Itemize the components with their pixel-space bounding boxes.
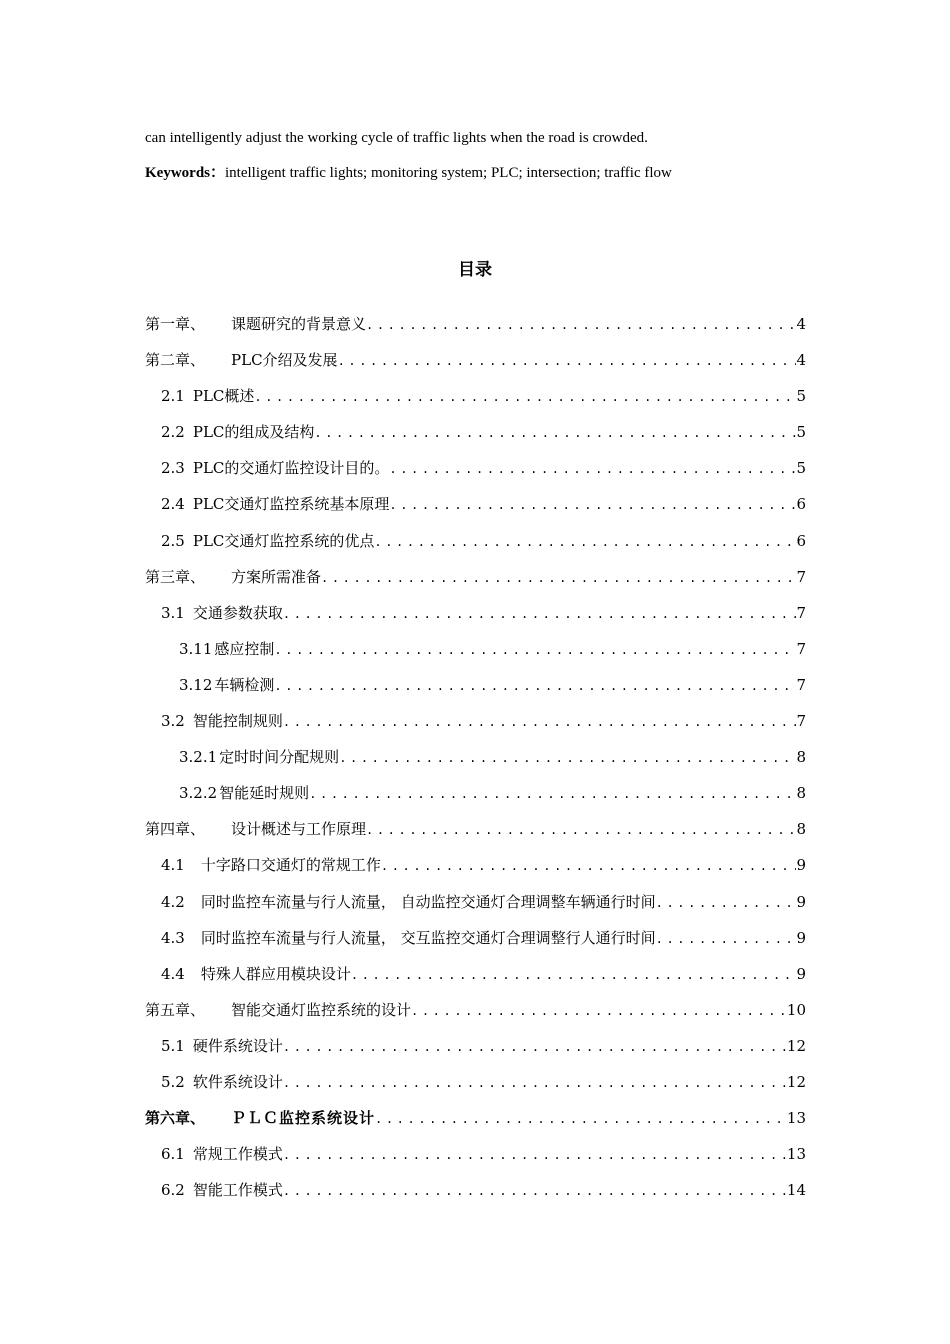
- toc-entry-chapter-2[interactable]: [145, 348, 806, 384]
- toc-entry-page: 5: [796, 423, 806, 442]
- toc-entry-number: 3.11: [179, 639, 213, 658]
- toc-dot-leader: [389, 457, 796, 481]
- toc-entry-chapter-5[interactable]: [145, 998, 806, 1034]
- toc-entry-title: 智能交通灯监控系统的设计: [231, 1000, 412, 1019]
- toc-entry-2-3[interactable]: [145, 456, 806, 492]
- toc-dot-leader: [283, 1071, 787, 1095]
- toc-entry-title: 智能控制规则: [192, 712, 283, 731]
- toc-entry-4-3[interactable]: [145, 926, 806, 962]
- toc-entry-title: 设计概述与工作原理: [231, 820, 367, 839]
- toc-dot-leader: [283, 1179, 787, 1203]
- toc-entry-title: 常规工作模式: [192, 1145, 283, 1164]
- toc-dot-leader: [274, 638, 796, 662]
- toc-entry-page: 5: [796, 459, 806, 478]
- toc-entry-title: 软件系统设计: [192, 1072, 283, 1091]
- toc-dot-leader: [374, 530, 796, 554]
- toc-entry-6-2[interactable]: [145, 1178, 806, 1214]
- toc-dot-leader: [283, 1143, 787, 1167]
- toc-entry-3-11[interactable]: [145, 637, 806, 673]
- toc-entry-2-5[interactable]: [145, 529, 806, 565]
- toc-dot-leader: [283, 602, 797, 626]
- keywords-line: [145, 163, 672, 183]
- toc-entry-page: 8: [796, 820, 806, 839]
- toc-entry-page: 7: [796, 712, 806, 731]
- toc-entry-number: 4.2: [161, 892, 185, 911]
- toc-entry-title: 定时时间分配规则: [219, 748, 340, 767]
- toc-entry-page: 13: [786, 1145, 806, 1164]
- toc-entry-5-1[interactable]: [145, 1034, 806, 1070]
- toc-dot-leader: [389, 493, 796, 517]
- toc-entry-5-2[interactable]: [145, 1070, 806, 1106]
- toc-entry-title: 同时监控车流量与行人流量， 交互监控交通灯合理调整行人通行时间: [200, 928, 656, 947]
- toc-entry-page: 6: [796, 495, 806, 514]
- toc-entry-page: 7: [796, 639, 806, 658]
- toc-dot-leader: [339, 746, 796, 770]
- toc-entry-number: 2.1: [161, 387, 185, 406]
- table-of-contents: [145, 312, 806, 1214]
- toc-entry-4-4[interactable]: [145, 962, 806, 998]
- toc-entry-page: 12: [786, 1072, 806, 1091]
- toc-entry-chapter-6[interactable]: [145, 1106, 806, 1142]
- toc-entry-number: 2.5: [161, 531, 185, 550]
- toc-entry-page: 9: [796, 856, 806, 875]
- toc-title: 目录: [458, 260, 492, 280]
- toc-dot-leader: [366, 313, 796, 337]
- toc-entry-page: 7: [796, 675, 806, 694]
- toc-dot-leader: [366, 818, 796, 842]
- toc-entry-page: 4: [796, 351, 806, 370]
- keywords-label: Keywords：: [145, 165, 225, 181]
- toc-dot-leader: [381, 854, 797, 878]
- toc-entry-page: 7: [796, 603, 806, 622]
- toc-entry-number: 6.2: [161, 1181, 185, 1200]
- toc-entry-number: 4.1: [161, 856, 185, 875]
- toc-entry-title: 方案所需准备: [231, 567, 322, 586]
- toc-entry-number: 第三章、: [145, 567, 206, 586]
- toc-entry-title: 智能工作模式: [192, 1181, 283, 1200]
- toc-entry-page: 8: [796, 748, 806, 767]
- toc-dot-leader: [321, 566, 796, 590]
- toc-entry-number: 5.1: [161, 1036, 185, 1055]
- toc-entry-2-2[interactable]: [145, 420, 806, 456]
- toc-entry-title: PLC的组成及结构: [192, 423, 315, 442]
- toc-entry-3-12[interactable]: [145, 673, 806, 709]
- toc-entry-page: 6: [796, 531, 806, 550]
- toc-entry-title: 特殊人群应用模块设计: [200, 964, 351, 983]
- toc-entry-title: PLC交通灯监控系统的优点: [192, 531, 375, 550]
- toc-entry-number: 2.4: [161, 495, 185, 514]
- toc-entry-number: 4.4: [161, 964, 185, 983]
- toc-entry-chapter-4[interactable]: [145, 817, 806, 853]
- toc-dot-leader: [283, 1035, 787, 1059]
- toc-entry-title: 同时监控车流量与行人流量， 自动监控交通灯合理调整车辆通行时间: [200, 892, 656, 911]
- toc-entry-title: ＰＬＣ监控系统设计: [231, 1109, 376, 1128]
- toc-dot-leader: [351, 963, 797, 987]
- toc-entry-6-1[interactable]: [145, 1142, 806, 1178]
- toc-entry-4-2[interactable]: [145, 890, 806, 926]
- toc-entry-page: 9: [796, 928, 806, 947]
- toc-entry-title: 课题研究的背景意义: [231, 315, 367, 333]
- toc-entry-number: 第二章、: [145, 351, 206, 370]
- toc-entry-number: 3.2.1: [179, 748, 218, 767]
- toc-entry-number: 2.3: [161, 459, 185, 478]
- toc-entry-3-2-2[interactable]: [145, 781, 806, 817]
- toc-entry-page: 8: [796, 784, 806, 803]
- toc-entry-title: PLC概述: [192, 387, 255, 406]
- toc-entry-title: PLC的交通灯监控设计目的。: [192, 459, 390, 478]
- toc-entry-number: 3.1: [161, 603, 185, 622]
- abstract-closing-sentence: can intelligently adjust the working cycle of traffic lights when the road is crowded.: [145, 130, 648, 146]
- toc-entry-chapter-1[interactable]: [145, 312, 806, 348]
- toc-entry-title: 硬件系统设计: [192, 1036, 283, 1055]
- toc-entry-chapter-3[interactable]: [145, 565, 806, 601]
- toc-entry-number: 第六章、: [145, 1109, 206, 1128]
- toc-entry-title: 感应控制: [214, 639, 275, 658]
- toc-entry-number: 5.2: [161, 1072, 185, 1091]
- toc-entry-page: 12: [786, 1036, 806, 1055]
- toc-entry-title: PLC介绍及发展: [231, 351, 338, 370]
- keywords-text: intelligent traffic lights; monitoring system; PLC; intersection; traffic flow: [225, 165, 672, 181]
- toc-entry-page: 9: [796, 964, 806, 983]
- toc-entry-number: 3.12: [179, 675, 213, 694]
- toc-entry-2-4[interactable]: [145, 492, 806, 528]
- toc-entry-title: PLC交通灯监控系统基本原理: [192, 495, 390, 514]
- toc-dot-leader: [283, 710, 797, 734]
- toc-entry-page: 5: [796, 387, 806, 406]
- toc-entry-title: 十字路口交通灯的常规工作: [200, 856, 381, 875]
- toc-entry-3-2-1[interactable]: [145, 745, 806, 781]
- toc-dot-leader: [656, 891, 797, 915]
- toc-dot-leader: [656, 927, 797, 951]
- toc-entry-page: 9: [796, 892, 806, 911]
- toc-dot-leader: [375, 1107, 787, 1131]
- toc-entry-title: 车辆检测: [214, 675, 275, 694]
- toc-entry-page: 7: [796, 567, 806, 586]
- toc-entry-2-1[interactable]: [145, 384, 806, 420]
- toc-entry-number: 2.2: [161, 423, 185, 442]
- toc-dot-leader: [411, 999, 787, 1023]
- toc-dot-leader: [314, 421, 796, 445]
- toc-entry-3-2[interactable]: [145, 709, 806, 745]
- toc-entry-number: 第四章、: [145, 820, 206, 839]
- toc-entry-title: 智能延时规则: [219, 784, 310, 803]
- toc-entry-number: 第一章、: [145, 315, 206, 333]
- toc-dot-leader: [309, 782, 796, 806]
- toc-entry-title: 交通参数获取: [192, 603, 283, 622]
- toc-entry-number: 3.2.2: [179, 784, 218, 803]
- toc-entry-number: 第五章、: [145, 1000, 206, 1019]
- toc-entry-number: 4.3: [161, 928, 185, 947]
- toc-entry-number: 3.2: [161, 712, 185, 731]
- toc-entry-3-1[interactable]: [145, 601, 806, 637]
- toc-entry-page: 13: [786, 1109, 806, 1128]
- toc-entry-page: 10: [786, 1000, 806, 1019]
- toc-entry-page: 4: [796, 315, 806, 333]
- toc-entry-page: 14: [786, 1181, 806, 1200]
- toc-dot-leader: [338, 349, 797, 373]
- toc-dot-leader: [254, 385, 796, 409]
- toc-entry-number: 6.1: [161, 1145, 185, 1164]
- toc-entry-4-1[interactable]: [145, 853, 806, 889]
- toc-dot-leader: [274, 674, 796, 698]
